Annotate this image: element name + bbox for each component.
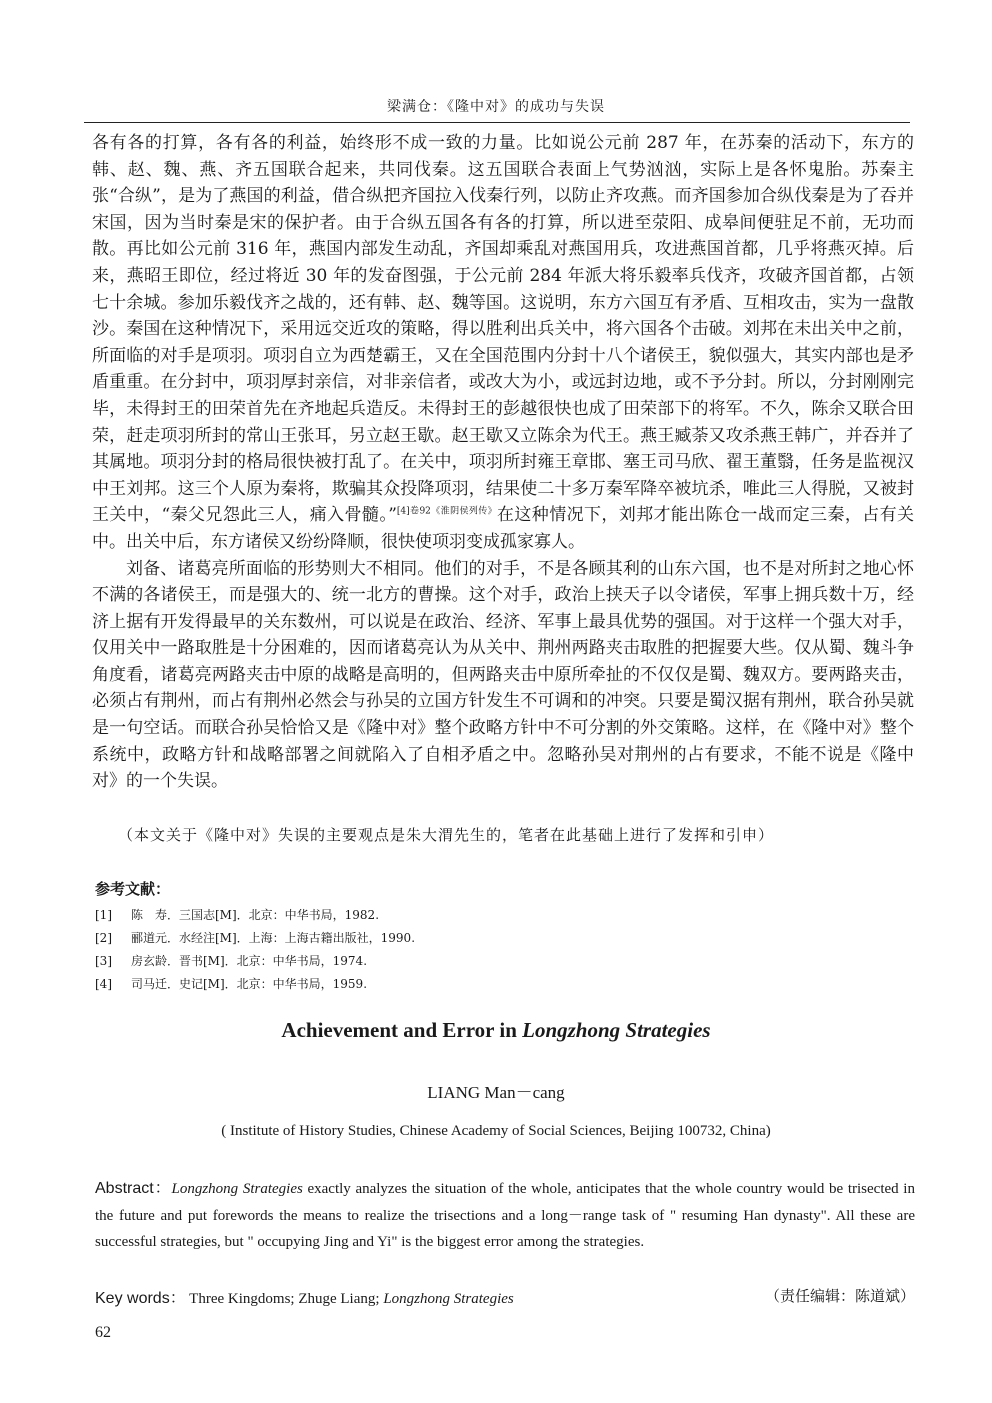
reference-number: [1] <box>95 908 112 922</box>
responsible-editor: （责任编辑：陈道斌） <box>764 1287 915 1305</box>
paragraph-2: 刘备、诸葛亮所面临的形势则大不相同。他们的对手，不是各顾其利的山东六国，也不是对所封之地心怀不满的各诸侯王，而是强大的、统一北方的曹操。这个对手，政治上挟天子以令诸侯，军事上拥兵数十万，经济上据有开发得最早的关东数州，可以说是在政治、经济、军事上最具优势的强国。对于这样一个强大对手，仅用关中一路取胜是十分困难的，因而诸葛亮认为从关中、荆州两路夹击取胜的把握要大些。仅从蜀、魏斗争角度看，诸葛亮两路夹击中原的战略是高明的，但两路夹击中原所牵扯的不仅仅是蜀、魏双方。要两路夹击，必须占有荆州，而占有荆州必然会与孙吴的立国方针发生不可调和的冲突。只要是蜀汉据有荆州，联合孙吴就是一句空话。而联合孙吴恰恰又是《隆中对》整个政略方针中不可分割的外交策略。这样，在《隆中对》整个系统中，政略方针和战略部署之间就陷入了自相矛盾之中。忽略孙吴对荆州的占有要求，不能不说是《隆中对》的一个失误。 <box>92 558 914 792</box>
reference-item <box>95 904 695 927</box>
keywords-plain: Three Kingdoms; Zhuge Liang; <box>185 1291 384 1307</box>
keywords-label: Key words： <box>95 1290 186 1307</box>
english-author: LIANG Man－cang <box>427 1083 565 1102</box>
running-header: 梁满仓：《隆中对》的成功与失误 <box>387 99 605 115</box>
english-abstract <box>95 1176 915 1256</box>
keywords <box>95 1285 514 1308</box>
keywords-italic: Longzhong Strategies <box>383 1291 514 1307</box>
paragraph-1-tail: 在这种情况下，刘邦才能出陈仓一战而定三秦，占有关中。出关中后，东方诸侯又纷纷降顺，很快使项羽变成孤家寡人。 <box>92 505 915 552</box>
page-number: 62 <box>95 1324 111 1341</box>
reference-item <box>95 950 695 973</box>
abstract-italic: Longzhong Strategies <box>171 1181 303 1197</box>
abstract-text: exactly analyzes the situation of the whole, anticipates that the whole country would be trisected in the future and put forewords the means to realize the trisections and a long－range task of " resuming Han dynasty". All these are successful strategies, but " occupying Jing and Yi" is the biggest error among the strategies. <box>95 1181 915 1250</box>
english-title-italic: Longzhong Strategies <box>522 1018 711 1042</box>
abstract-label: Abstract： <box>95 1180 172 1197</box>
reference-item <box>95 927 695 950</box>
reference-item <box>95 973 695 996</box>
paragraph-1 <box>92 130 914 556</box>
header-rule <box>84 122 910 123</box>
english-title-plain: Achievement and Error in <box>281 1018 523 1042</box>
reference-number: [4] <box>95 977 112 991</box>
reference-text: 郦道元．水经注[M]．上海：上海古籍出版社，1990. <box>131 931 416 945</box>
reference-number: [2] <box>95 931 112 945</box>
references-list <box>95 904 695 996</box>
body-text <box>92 130 914 795</box>
reference-text: 陈 寿．三国志[M]．北京：中华书局，1982. <box>131 908 380 922</box>
references-title: 参考文献： <box>95 880 171 898</box>
author-note: （本文关于《隆中对》失误的主要观点是朱大渭先生的，笔者在此基础上进行了发挥和引申） <box>118 826 775 844</box>
reference-text: 房玄龄．晋书[M]．北京：中华书局，1974. <box>131 954 368 968</box>
paragraph-1-text: 各有各的打算，各有各的利益，始终形不成一致的力量。比如说公元前 287 年，在苏秦的活动下，东方的韩、赵、魏、燕、齐五国联合起来，共同伐秦。这五国联合表面上气势汹汹，实际上是各怀鬼胎。苏秦主张“合纵”，是为了燕国的利益，借合纵把齐国拉入伐秦行列，以防止齐攻燕。而齐国参加合纵伐秦是为了吞并宋国，因为当时秦是宋的保护者。由于合纵五国各有各的打算，所以进至荥阳、成皋间便驻足不前，无功而散。再比如公元前 316 年，燕国内部发生动乱，齐国却乘乱对燕国用兵，攻进燕国首都，几乎将燕灭掉。后来，燕昭王即位，经过将近 30 年的发奋图强，于公元前 284 年派大将乐毅率兵伐齐，攻破齐国首都，占领七十余城。参加乐毅伐齐之战的，还有韩、赵、魏等国。这说明，东方六国互有矛盾、互相攻击，实为一盘散沙。秦国在这种情况下，采用远交近攻的策略，得以胜利出兵关中，将六国各个击破。刘邦在未出关中之前，所面临的对手是项羽。项羽自立为西楚霸王，又在全国范围内分封十八个诸侯王，貌似强大，其实内部也是矛盾重重。在分封中，项羽厚封亲信，对非亲信者，或改大为小，或远封边地，或不予分封。所以，分封刚刚完毕，未得封王的田荣首先在齐地起兵造反。未得封王的彭越很快也成了田荣部下的将军。不久，陈余又联合田荣，赶走项羽所封的常山王张耳，另立赵王歇。赵王歇又立陈余为代王。燕王臧荼又攻杀燕王韩广，并吞并了其属地。项羽分封的格局很快被打乱了。在关中，项羽所封雍王章邯、塞王司马欣、翟王董翳，任务是监视汉中王刘邦。这三个人原为秦将，欺骗其众投降项羽，结果使二十多万秦军降卒被坑杀，唯此三人得脱，又被封王关中，“秦父兄怨此三人，痛入骨髓。” <box>92 133 914 526</box>
reference-text: 司马迁．史记[M]．北京：中华书局，1959. <box>131 977 368 991</box>
reference-number: [3] <box>95 954 112 968</box>
english-title <box>60 1018 932 1043</box>
keywords-line <box>95 1285 915 1308</box>
citation-superscript: [4]卷92《淮阴侯列传》 <box>396 506 498 517</box>
english-affiliation: ( Institute of History Studies, Chinese Academy of Social Sciences, Beijing 100732, China) <box>221 1123 771 1139</box>
